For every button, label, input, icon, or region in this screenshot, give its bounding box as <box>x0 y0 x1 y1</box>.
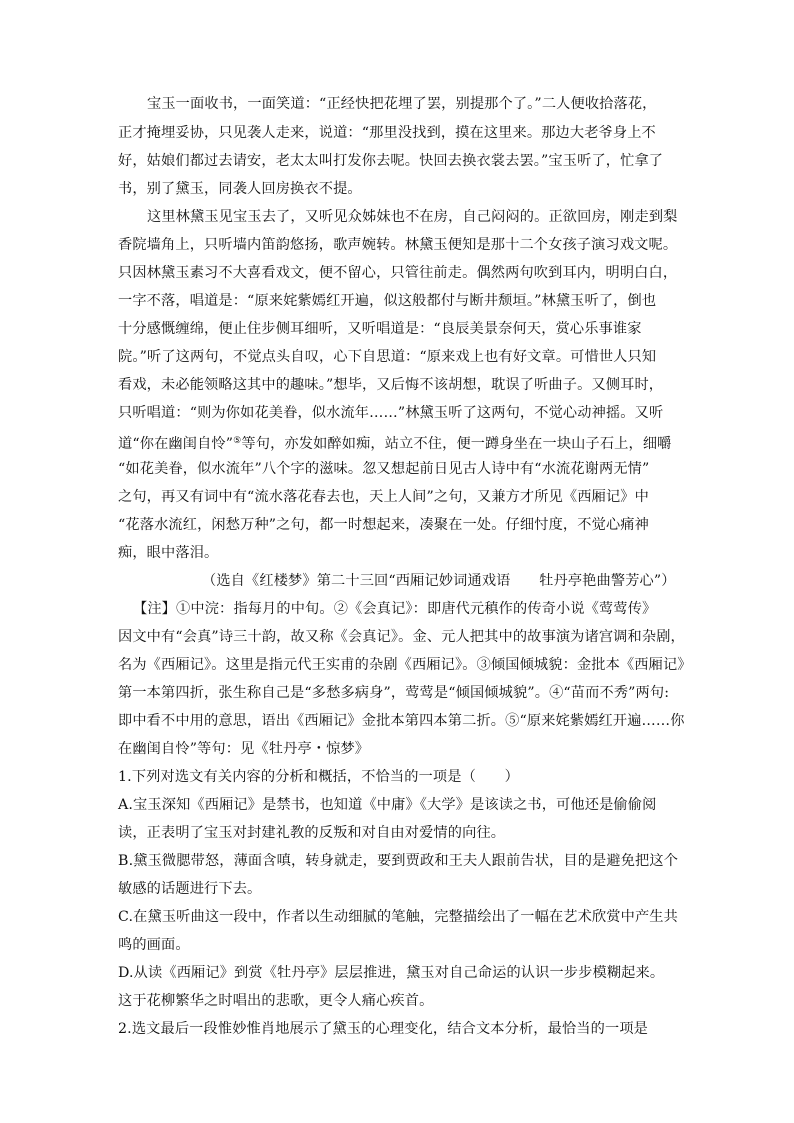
question-1-option: 这于花柳繁华之时唱出的悲歌，更令人痛心疾首。 <box>118 993 434 1009</box>
question-1-option: 读，正表明了宝玉对封建礼教的反叛和对自由对爱情的向往。 <box>118 825 506 841</box>
passage-line: 只因林黛玉素习不大喜看戏文，便不留心，只管往前走。偶然两句吹到耳内，明明白白， <box>118 265 678 281</box>
footnote-marker: ⑤ <box>233 436 242 446</box>
passage-line: 院。”听了这两句，不觉点头自叹，心下自思道：“原来戏上也有好文章。可惜世人只知 <box>118 349 657 365</box>
notes-line: 【注】①中浣：指每月的中旬。②《会真记》：即唐代元稹作的传奇小说《莺莺传》 <box>133 601 657 617</box>
passage-line <box>118 431 672 454</box>
passage-line: “如花美眷，似水流年”八个字的滋味。忽又想起前日见古人诗中有“水流花谢两无情” <box>118 461 650 477</box>
question-1-option: B.黛玉微腮带怒，薄面含嗔，转身就走，要到贾政和王夫人跟前告状，目的是避免把这个 <box>118 853 679 869</box>
passage-line: 这里林黛玉见宝玉去了，又听见众姊妹也不在房，自己闷闷的。正欲回房，刚走到梨 <box>147 209 678 225</box>
passage-line: 书，别了黛玉，同袭人回房换衣不提。 <box>118 181 362 197</box>
passage-line: “花落水流红，闲愁万种”之句，都一时想起来，凑聚在一处。仔细忖度，不觉心痛神 <box>118 517 649 533</box>
passage-line: 宝玉一面收书，一面笑道：“正经快把花埋了罢，别提那个了。”二人便收拾落花， <box>147 96 657 112</box>
notes-line: 因文中有“会真”诗三十韵，故又称《会真记》。金、元人把其中的故事演为诸宫调和杂剧， <box>118 629 685 645</box>
passage-line: 只听唱道：“则为你如花美眷，似水流年……”林黛玉听了这两句，不觉心动神摇。又听 <box>118 405 664 421</box>
passage-line: 正才掩埋妥协，只见袭人走来，说道：“那里没找到，摸在这里来。那边大老爷身上不 <box>118 125 656 141</box>
notes-line: 第一本第四折，张生称自己是“多愁多病身”，莺莺是“倾国倾城貌”。④“苗而不秀”两句: <box>118 685 670 701</box>
question-1-option: 鸣的画面。 <box>118 937 190 953</box>
passage-line: 之句，再又有词中有“流水落花春去也，天上人间”之句，又兼方才所见《西厢记》中 <box>118 489 649 505</box>
source-citation: （选自《红楼梦》第二十三回“西厢记妙词通戏语 牡丹亭艳曲警芳心”） <box>202 573 676 589</box>
passage-line: 一字不落，唱道是：“原来姹紫嫣红开遍，似这般都付与断井颓垣。”林黛玉听了，倒也 <box>118 293 657 309</box>
question-1-option: 敏感的话题进行下去。 <box>118 881 262 897</box>
question-1-option: A.宝玉深知《西厢记》是禁书，也知道《中庸》《大学》是该读之书，可他还是偷偷阅 <box>118 797 657 813</box>
question-1-option: D.从读《西厢记》到赏《牡丹亭》层层推进，黛玉对自己命运的认识一步步模糊起来。 <box>118 965 665 981</box>
passage-line: 香院墙角上，只听墙内笛韵悠扬，歌声婉转。林黛玉便知是那十二个女孩子演习戏文呢。 <box>118 237 678 253</box>
passage-line: 好，姑娘们都过去请安，老太太叫打发你去呢。快回去换衣裳去罢。”宝玉听了，忙拿了 <box>118 153 664 169</box>
passage-text: 等句，亦发如醉如痴，站立不住，便一蹲身坐在一块山子石上，细嚼 <box>241 436 672 452</box>
notes-line: 即中看不中用的意思，语出《西厢记》金批本第四本第二折。⑤“原来姹紫嫣红开遍……你 <box>118 713 685 729</box>
passage-line: 十分感慨缠绵，便止住步侧耳细听，又听唱道是：“良辰美景奈何天，赏心乐事谁家 <box>118 321 642 337</box>
question-1-option: C.在黛玉听曲这一段中，作者以生动细腻的笔触，完整描绘出了一幅在艺术欣赏中产生共 <box>118 909 678 925</box>
notes-line: 在幽闺自怜”等句：见《牡丹亭・惊梦》 <box>118 741 370 757</box>
passage-line: 痴，眼中落泪。 <box>118 545 219 561</box>
passage-line: 看戏，未必能领略这其中的趣味。”想毕，又后悔不该胡想，耽误了听曲子。又侧耳时， <box>118 377 664 393</box>
passage-text: 道“你在幽闺自怜” <box>118 436 234 452</box>
question-2-stem: 2.选文最后一段惟妙惟肖地展示了黛玉的心理变化，结合文本分析，最恰当的一项是 <box>118 1021 648 1037</box>
notes-line: 名为《西厢记》。这里是指元代王实甫的杂剧《西厢记》。③倾国倾城貌：金批本《西厢记》 <box>118 657 692 673</box>
question-1-stem: 1.下列对选文有关内容的分析和概括，不恰当的一项是（ ） <box>118 769 519 785</box>
